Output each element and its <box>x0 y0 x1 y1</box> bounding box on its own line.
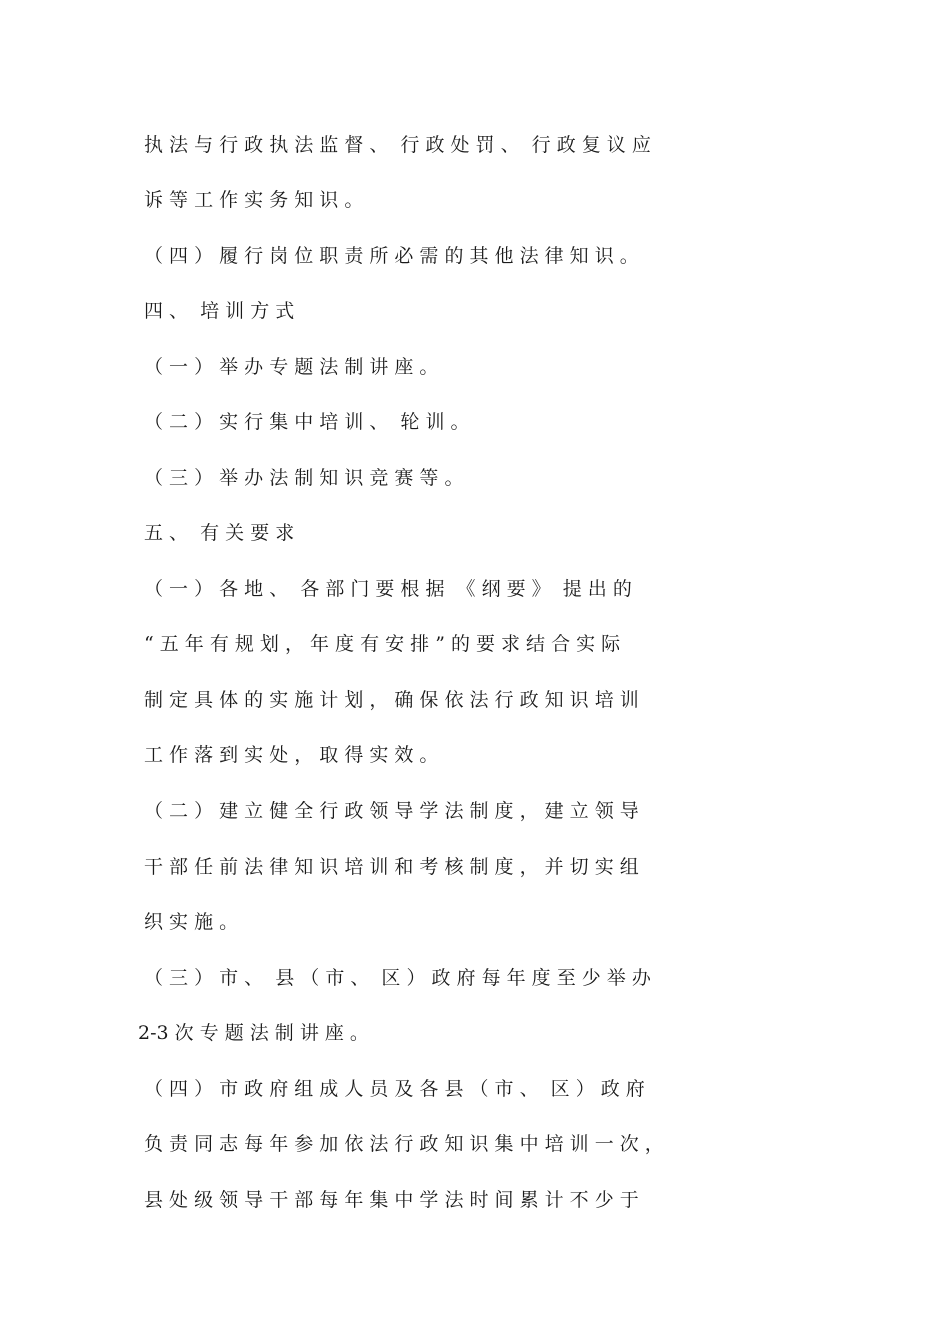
text-line: 诉 等 工 作 实 务 知 识 。 <box>144 189 364 211</box>
text-line: （ 一 ） 各 地 、 各 部 门 要 根 据 《 纲 要 》 提 出 的 <box>144 578 632 600</box>
text-line: （ 四 ） 市 政 府 组 成 人 员 及 各 县 （ 市 、 区 ） 政 府 <box>144 1078 645 1100</box>
text-line: 负 责 同 志 每 年 参 加 依 法 行 政 知 识 集 中 培 训 一 次 ， <box>144 1133 664 1155</box>
text-line: 县 处 级 领 导 干 部 每 年 集 中 学 法 时 间 累 计 不 少 于 <box>144 1189 639 1211</box>
text-line: （ 三 ） 举 办 法 制 知 识 竞 赛 等 。 <box>144 467 464 489</box>
text-line: 2-3 次 专 题 法 制 讲 座 。 <box>138 1022 369 1044</box>
text-line: “ 五 年 有 规 划 ， 年 度 有 安 排 ” 的 要 求 结 合 实 际 <box>144 633 621 655</box>
text-line: 执 法 与 行 政 执 法 监 督 、 行 政 处 罚 、 行 政 复 议 应 <box>144 134 651 156</box>
text-line: （ 二 ） 实 行 集 中 培 训 、 轮 训 。 <box>144 411 470 433</box>
text-line: （ 一 ） 举 办 专 题 法 制 讲 座 。 <box>144 356 439 378</box>
text-line: （ 三 ） 市 、 县 （ 市 、 区 ） 政 府 每 年 度 至 少 举 办 <box>144 967 651 989</box>
text-line: 制 定 具 体 的 实 施 计 划 ， 确 保 依 法 行 政 知 识 培 训 <box>144 689 639 711</box>
text-line: 织 实 施 。 <box>144 911 239 933</box>
section-heading: 五 、 有 关 要 求 <box>144 522 295 544</box>
section-heading: 四 、 培 训 方 式 <box>144 300 295 322</box>
text-line: （ 四 ） 履 行 岗 位 职 责 所 必 需 的 其 他 法 律 知 识 。 <box>144 245 639 267</box>
text-line: 干 部 任 前 法 律 知 识 培 训 和 考 核 制 度 ， 并 切 实 组 <box>144 856 639 878</box>
text-line: 工 作 落 到 实 处 ， 取 得 实 效 。 <box>144 744 439 766</box>
text-line: （ 二 ） 建 立 健 全 行 政 领 导 学 法 制 度 ， 建 立 领 导 <box>144 800 639 822</box>
